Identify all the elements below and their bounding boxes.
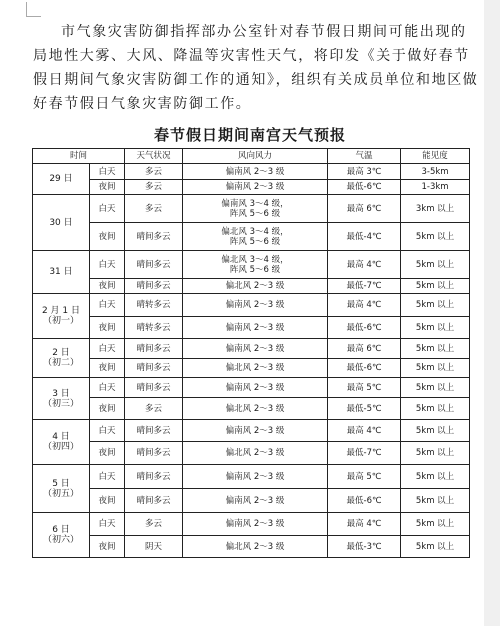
period-cell: 夜间 bbox=[90, 489, 125, 513]
wind-cell bbox=[183, 398, 328, 420]
day-cell bbox=[33, 294, 90, 339]
period-cell: 夜间 bbox=[90, 359, 125, 378]
wind-line: 偏南风 2～3 级 bbox=[225, 182, 285, 192]
day-label: 29 日 bbox=[49, 174, 73, 184]
weather-cell: 晴间多云 bbox=[125, 339, 183, 359]
lunar-day-label: （初六） bbox=[42, 535, 79, 545]
wind-line: 偏北风 2～3 级 bbox=[225, 363, 285, 373]
weather-cell: 晴间多云 bbox=[125, 442, 183, 465]
day-cell bbox=[33, 251, 90, 294]
visibility-cell: 5km 以上 bbox=[401, 513, 470, 536]
wind-line: 偏北风 2～3 级 bbox=[225, 541, 285, 552]
visibility-cell: 5km 以上 bbox=[401, 442, 470, 465]
period-cell: 白天 bbox=[90, 378, 125, 398]
wind-cell bbox=[183, 164, 328, 180]
table-row bbox=[33, 279, 470, 294]
weather-cell: 晴间多云 bbox=[125, 223, 183, 251]
wind-cell bbox=[183, 251, 328, 279]
visibility-cell: 5km 以上 bbox=[401, 359, 470, 378]
table-row bbox=[33, 513, 470, 536]
visibility-cell: 5km 以上 bbox=[401, 251, 470, 279]
weather-cell: 晴间多云 bbox=[125, 279, 183, 294]
table-header-row bbox=[33, 149, 470, 164]
temperature-cell: 最低-7℃ bbox=[328, 442, 401, 465]
period-cell: 白天 bbox=[90, 294, 125, 317]
period-cell: 夜间 bbox=[90, 279, 125, 294]
wind-line: 偏南风 2～3 级 bbox=[225, 322, 285, 333]
weather-cell: 多云 bbox=[125, 180, 183, 195]
weather-cell: 晴间多云 bbox=[125, 420, 183, 442]
wind-cell bbox=[183, 317, 328, 339]
period-cell: 夜间 bbox=[90, 442, 125, 465]
visibility-cell: 5km 以上 bbox=[401, 317, 470, 339]
wind-line: 阵风 5～6 级 bbox=[229, 236, 281, 247]
period-cell: 夜间 bbox=[90, 223, 125, 251]
wind-line: 偏南风 2～3 级 bbox=[225, 519, 285, 529]
day-label: 2 日 bbox=[52, 348, 70, 358]
wind-cell bbox=[183, 536, 328, 558]
temperature-cell: 最高 3℃ bbox=[328, 164, 401, 180]
period-cell: 白天 bbox=[90, 420, 125, 442]
weather-cell: 晴间多云 bbox=[125, 251, 183, 279]
table-row bbox=[33, 359, 470, 378]
lunar-day-label: （初二） bbox=[42, 358, 79, 368]
temperature-cell: 最低-6℃ bbox=[328, 180, 401, 195]
table-row bbox=[33, 223, 470, 251]
lunar-day-label: （初一） bbox=[42, 316, 79, 326]
wind-line: 偏北风 2～3 级 bbox=[225, 403, 285, 414]
wind-line: 阵风 5～6 级 bbox=[229, 208, 281, 219]
temperature-cell: 最低-4℃ bbox=[328, 223, 401, 251]
table-row bbox=[33, 378, 470, 398]
day-label: 5 日 bbox=[52, 478, 70, 489]
wind-line: 偏南风 2～3 级 bbox=[225, 300, 285, 310]
header-time: 时间 bbox=[33, 149, 125, 164]
wind-line: 偏北风 3～4 级， bbox=[221, 226, 289, 237]
forecast-body bbox=[33, 164, 470, 558]
wind-cell bbox=[183, 489, 328, 513]
period-cell: 夜间 bbox=[90, 317, 125, 339]
header-visibility: 能见度 bbox=[401, 149, 470, 164]
weather-cell: 晴间多云 bbox=[125, 378, 183, 398]
visibility-cell: 5km 以上 bbox=[401, 420, 470, 442]
temperature-cell: 最低-6℃ bbox=[328, 359, 401, 378]
weather-cell: 晴转多云 bbox=[125, 317, 183, 339]
table-row bbox=[33, 489, 470, 513]
wind-cell bbox=[183, 378, 328, 398]
temperature-cell: 最高 4℃ bbox=[328, 420, 401, 442]
weather-cell: 多云 bbox=[125, 398, 183, 420]
visibility-cell: 5km 以上 bbox=[401, 465, 470, 489]
wind-cell bbox=[183, 465, 328, 489]
table-row bbox=[33, 442, 470, 465]
day-cell bbox=[33, 164, 90, 195]
day-cell bbox=[33, 195, 90, 251]
visibility-cell: 5km 以上 bbox=[401, 279, 470, 294]
weather-cell: 多云 bbox=[125, 164, 183, 180]
visibility-cell: 5km 以上 bbox=[401, 223, 470, 251]
period-cell: 白天 bbox=[90, 513, 125, 536]
table-row bbox=[33, 195, 470, 223]
period-cell: 夜间 bbox=[90, 180, 125, 195]
table-row bbox=[33, 294, 470, 317]
period-cell: 白天 bbox=[90, 465, 125, 489]
weather-cell: 晴间多云 bbox=[125, 489, 183, 513]
weather-cell: 晴转多云 bbox=[125, 294, 183, 317]
table-row bbox=[33, 339, 470, 359]
day-cell bbox=[33, 339, 90, 378]
wind-line: 偏南风 2～3 级 bbox=[225, 382, 285, 393]
header-temperature: 气温 bbox=[328, 149, 401, 164]
table-row bbox=[33, 251, 470, 279]
wind-cell bbox=[183, 223, 328, 251]
table-row bbox=[33, 164, 470, 180]
day-cell bbox=[33, 513, 90, 558]
day-cell bbox=[33, 420, 90, 465]
temperature-cell: 最高 6℃ bbox=[328, 339, 401, 359]
temperature-cell: 最高 4℃ bbox=[328, 513, 401, 536]
day-cell bbox=[33, 465, 90, 513]
visibility-cell: 3-5km bbox=[401, 164, 470, 180]
wind-line: 偏南风 3～4 级， bbox=[221, 198, 289, 209]
temperature-cell: 最高 4℃ bbox=[328, 251, 401, 279]
wind-cell bbox=[183, 279, 328, 294]
lunar-day-label: （初三） bbox=[42, 398, 79, 409]
visibility-cell: 5km 以上 bbox=[401, 339, 470, 359]
temperature-cell: 最高 6℃ bbox=[328, 195, 401, 223]
wind-line: 阵风 5～6 级 bbox=[229, 264, 281, 275]
weather-cell: 晴间多云 bbox=[125, 465, 183, 489]
visibility-cell: 3km 以上 bbox=[401, 195, 470, 223]
period-cell: 白天 bbox=[90, 164, 125, 180]
table-row bbox=[33, 317, 470, 339]
period-cell: 夜间 bbox=[90, 536, 125, 558]
wind-line: 偏北风 2～3 级 bbox=[225, 281, 285, 291]
wind-line: 偏南风 2～3 级 bbox=[225, 471, 285, 482]
forecast-table bbox=[32, 148, 470, 558]
weather-cell: 阴天 bbox=[125, 536, 183, 558]
day-label: 4 日 bbox=[52, 432, 70, 442]
temperature-cell: 最高 5℃ bbox=[328, 378, 401, 398]
wind-cell bbox=[183, 294, 328, 317]
lunar-day-label: （初五） bbox=[42, 488, 79, 499]
wind-cell bbox=[183, 442, 328, 465]
visibility-cell: 5km 以上 bbox=[401, 489, 470, 513]
wind-cell bbox=[183, 359, 328, 378]
wind-cell bbox=[183, 339, 328, 359]
day-label: 6 日 bbox=[52, 525, 70, 535]
day-label: 2 月 1 日 bbox=[41, 306, 81, 316]
weather-cell: 晴间多云 bbox=[125, 359, 183, 378]
visibility-cell: 5km 以上 bbox=[401, 398, 470, 420]
wind-line: 偏南风 2～3 级 bbox=[225, 495, 285, 506]
day-label: 3 日 bbox=[52, 388, 70, 399]
wind-line: 偏南风 2～3 级 bbox=[225, 343, 285, 354]
day-cell bbox=[33, 378, 90, 420]
header-weather: 天气状况 bbox=[125, 149, 183, 164]
intro-paragraph: 市气象灾害防御指挥部办公室针对春节假日期间可能出现的局地性大雾、大风、降温等灾害性天气，将印发《关于做好春节假日期间气象灾害防御工作的通知》，组织有关成员单位和地区做好春节假日气象灾害防御工作。 bbox=[33, 24, 479, 112]
wind-cell bbox=[183, 513, 328, 536]
weather-cell: 多云 bbox=[125, 513, 183, 536]
table-row bbox=[33, 398, 470, 420]
wind-line: 偏北风 3～4 级， bbox=[221, 254, 289, 265]
visibility-cell: 5km 以上 bbox=[401, 294, 470, 317]
temperature-cell: 最低-7℃ bbox=[328, 279, 401, 294]
period-cell: 白天 bbox=[90, 251, 125, 279]
wind-cell bbox=[183, 420, 328, 442]
period-cell: 白天 bbox=[90, 339, 125, 359]
temperature-cell: 最高 5℃ bbox=[328, 465, 401, 489]
wind-line: 偏北风 2～3 级 bbox=[225, 448, 285, 458]
period-cell: 白天 bbox=[90, 195, 125, 223]
table-row bbox=[33, 420, 470, 442]
temperature-cell: 最高 4℃ bbox=[328, 294, 401, 317]
visibility-cell: 5km 以上 bbox=[401, 536, 470, 558]
forecast-title: 春节假日期间南宫天气预报 bbox=[153, 126, 346, 144]
wind-line: 偏南风 2～3 级 bbox=[225, 166, 285, 177]
period-cell: 夜间 bbox=[90, 398, 125, 420]
table-row bbox=[33, 465, 470, 489]
visibility-cell: 5km 以上 bbox=[401, 378, 470, 398]
day-label: 31 日 bbox=[49, 267, 73, 277]
visibility-cell: 1-3km bbox=[401, 180, 470, 195]
day-label: 30 日 bbox=[49, 217, 73, 228]
temperature-cell: 最低-3℃ bbox=[328, 536, 401, 558]
table-row bbox=[33, 180, 470, 195]
header-wind: 风向风力 bbox=[183, 149, 328, 164]
lunar-day-label: （初四） bbox=[42, 442, 79, 452]
wind-line: 偏南风 2～3 级 bbox=[225, 425, 285, 436]
temperature-cell: 最低-5℃ bbox=[328, 398, 401, 420]
wind-cell bbox=[183, 180, 328, 195]
wind-cell bbox=[183, 195, 328, 223]
temperature-cell: 最低-6℃ bbox=[328, 489, 401, 513]
table-row bbox=[33, 536, 470, 558]
temperature-cell: 最低-6℃ bbox=[328, 317, 401, 339]
margin-corner-mark bbox=[26, 2, 41, 17]
weather-cell: 多云 bbox=[125, 195, 183, 223]
